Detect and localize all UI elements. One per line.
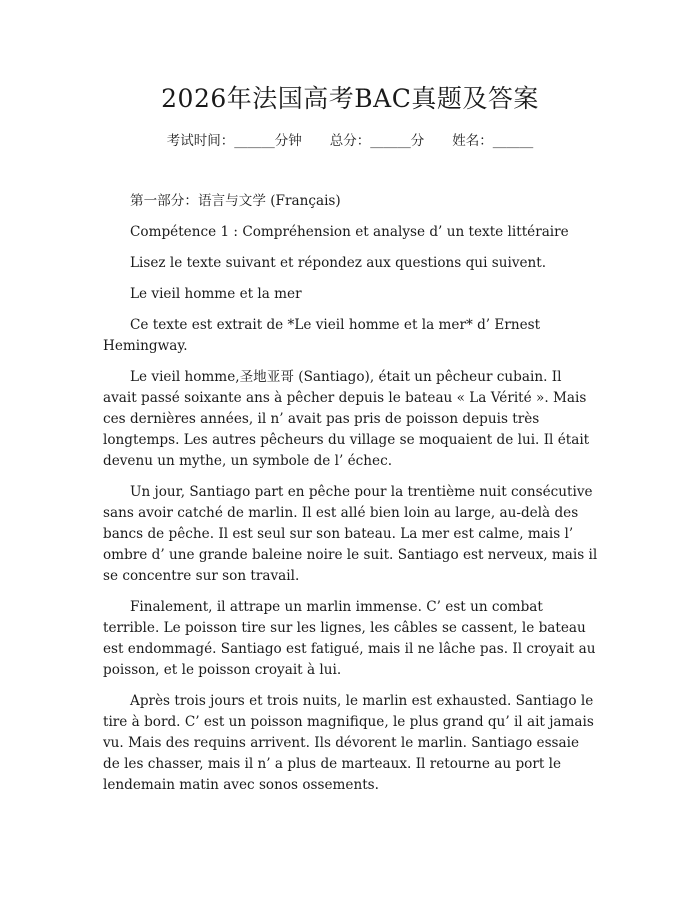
exam-meta	[0, 131, 700, 151]
document-body	[103, 191, 599, 796]
text-title: Le vieil homme et la mer	[130, 286, 302, 302]
paragraph-intro: Ce texte est extrait de *Le vieil homme et la mer* d’ Ernest Hemingway.	[103, 317, 541, 354]
page-title: 2026年法国高考BAC真题及答案	[161, 84, 539, 113]
exam-time-field: 考试时间：______分钟	[166, 133, 302, 149]
total-score-field: 总分：______分	[329, 133, 425, 149]
paragraph-sharks: Après trois jours et trois nuits, le marlin est exhausted. Santiago le tire à bord. C’ est un poisson magnifique, le plus grand qu’ il ait jamais vu. Mais des requins arrivent. Ils dévorent le marlin. Santiago essaie de les chasser, mais il n’ a plus de marteaux. Il retourne au port le lendemain matin avec sonos ossements.	[103, 693, 594, 793]
paragraph-fishing-trip: Un jour, Santiago part en pêche pour la trentième nuit consécutive sans avoir catché de marlin. Il est allé bien loin au large, au-delà des bancs de pêche. Il est seul sur son bateau. La mer est calme, mais l’ ombre d’ une grande baleine noire le suit. Santiago est nerveux, mais il se concentre sur son travail.	[103, 484, 598, 584]
paragraph-santiago: Le vieil homme,圣地亚哥 (Santiago), était un pêcheur cubain. Il avait passé soixante ans à pêcher depuis le bateau « La Vérité ». Mais ces dernières années, il n’ avait pas pris de poisson depuis très longtemps. Les autres pêcheurs du village se moquaient de lui. Il était devenu un mythe, un symbole de l’ échec.	[103, 369, 590, 469]
student-name-field: 姓名：______	[452, 133, 534, 149]
competence-heading: Compétence 1 : Compréhension et analyse d’ un texte littéraire	[130, 224, 569, 240]
paragraph-marlin-fight: Finalement, il attrape un marlin immense. C’ est un combat terrible. Le poisson tire sur les lignes, les câbles se cassent, le bateau est endommagé. Santiago est fatigué, mais il ne lâche pas. Il croyait au poisson, et le poisson croyait à lui.	[103, 599, 596, 678]
section-heading: 第一部分：语言与文学 (Français)	[130, 193, 341, 209]
reading-instruction: Lisez le texte suivant et répondez aux questions qui suivent.	[130, 255, 547, 271]
